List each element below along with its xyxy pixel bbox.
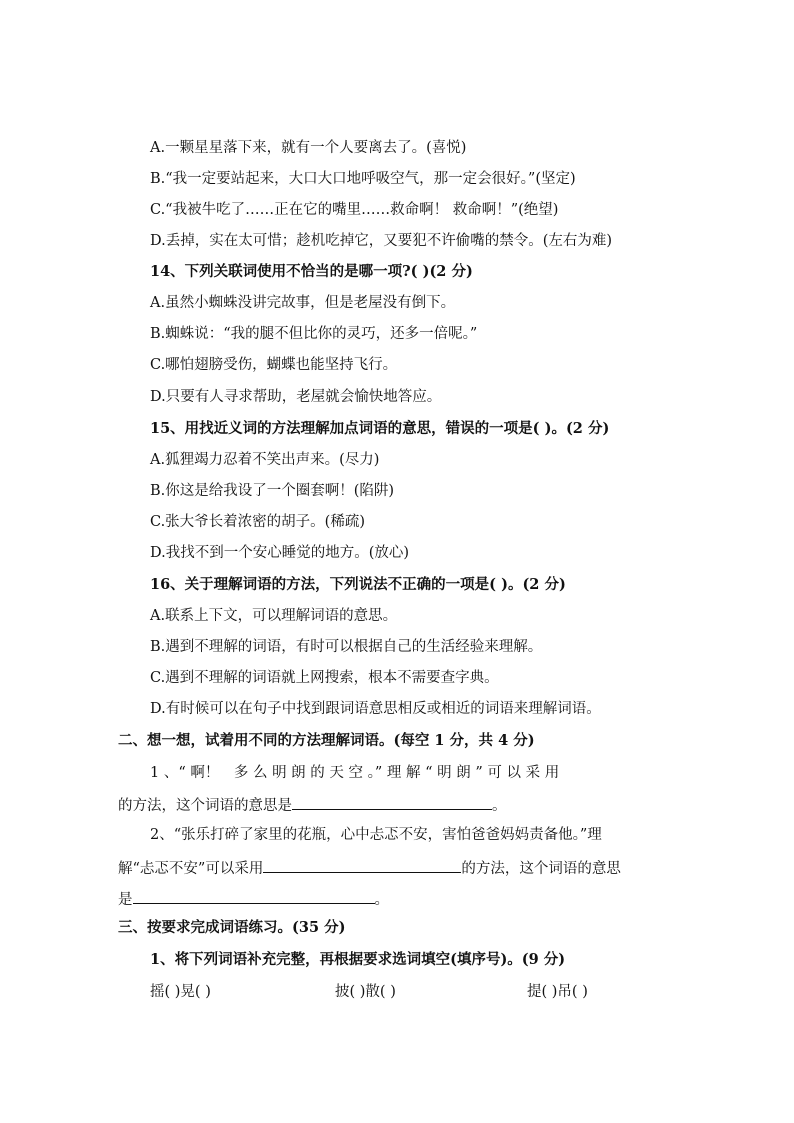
q15-option-d: D.我找不到一个安心睡觉的地方。(放心): [150, 545, 410, 561]
q13-option-b: B.“我一定要站起来，大口大口地呼吸空气，那一定会很好。”(坚定): [150, 171, 576, 187]
section-3-question-1-title: 1、将下列词语补充完整，再根据要求选词填空(填序号)。(9 分): [150, 951, 566, 968]
section-2-item-2-line-1: 2、“张乐打碎了家里的花瓶，心中忐忑不安，害怕爸爸妈妈责备他。”理: [150, 827, 602, 843]
q14-option-a: A.虽然小蜘蛛没讲完故事，但是老屋没有倒下。: [150, 295, 456, 311]
q13-option-c: C.“我被牛吃了……正在它的嘴里……救命啊！ 救命啊！”(绝望): [150, 202, 559, 218]
section-2-title: 二、想一想，试着用不同的方法理解词语。(每空 1 分，共 4 分): [118, 732, 535, 749]
section-3-title: 三、按要求完成词语练习。(35 分): [118, 919, 346, 936]
q13-option-a: A.一颗星星落下来，就有一个人要离去了。(喜悦): [150, 140, 467, 156]
answer-blank-3[interactable]: [133, 888, 375, 904]
q16-title: 16、关于理解词语的方法，下列说法不正确的一项是( )。(2 分): [150, 576, 566, 593]
item-2-suffix: 的方法，这个词语的意思: [461, 861, 621, 877]
word-fill-2: 披( )散( ): [335, 984, 396, 1000]
q16-option-d: D.有时候可以在句子中找到跟词语意思相反或相近的词语来理解词语。: [150, 701, 601, 717]
q14-title: 14、下列关联词使用不恰当的是哪一项?( )(2 分): [150, 263, 473, 280]
q16-option-b: B.遇到不理解的词语，有时可以根据自己的生活经验来理解。: [150, 639, 543, 655]
item-1-prefix: 的方法，这个词语的意思是: [118, 798, 292, 814]
section-2-item-1-line-1: 1 、“ 啊！ 多 么 明 朗 的 天 空 。” 理 解 “ 明 朗 ” 可 以 采 用: [150, 765, 560, 781]
q14-option-d: D.只要有人寻求帮助，老屋就会愉快地答应。: [150, 389, 442, 405]
q15-option-a: A.狐狸竭力忍着不笑出声来。(尽力): [150, 452, 380, 468]
q15-option-c: C.张大爷长着浓密的胡子。(稀疏): [150, 514, 365, 530]
answer-blank-1[interactable]: [292, 794, 492, 810]
item-2-line-3-suffix: 。: [374, 892, 389, 908]
q15-option-b: B.你这是给我设了一个圈套啊！(陷阱): [150, 483, 395, 499]
section-2-item-1-line-2: [118, 794, 507, 816]
q13-option-d: D.丢掉，实在太可惜；趁机吃掉它，又要犯不许偷嘴的禁令。(左右为难): [150, 233, 613, 249]
word-fill-3: 提( )吊( ): [527, 984, 588, 1000]
item-2-prefix: 解“忐忑不安”可以采用: [118, 861, 264, 877]
item-1-suffix: 。: [492, 798, 507, 814]
word-fill-1: 摇( )晃( ): [150, 984, 211, 1000]
item-2-line-3-prefix: 是: [118, 892, 133, 908]
q16-option-a: A.联系上下文，可以理解词语的意思。: [150, 608, 398, 624]
q14-option-c: C.哪怕翅膀受伤，蝴蝶也能坚持飞行。: [150, 357, 398, 373]
section-2-item-2-line-2: [118, 857, 621, 879]
q15-title: 15、用找近义词的方法理解加点词语的意思，错误的一项是( )。(2 分): [150, 420, 610, 437]
section-2-item-2-line-3: [118, 888, 389, 910]
q16-option-c: C.遇到不理解的词语就上网搜索，根本不需要查字典。: [150, 670, 499, 686]
q14-option-b: B.蜘蛛说：“我的腿不但比你的灵巧，还多一倍呢。”: [150, 326, 478, 342]
answer-blank-2[interactable]: [263, 857, 461, 873]
